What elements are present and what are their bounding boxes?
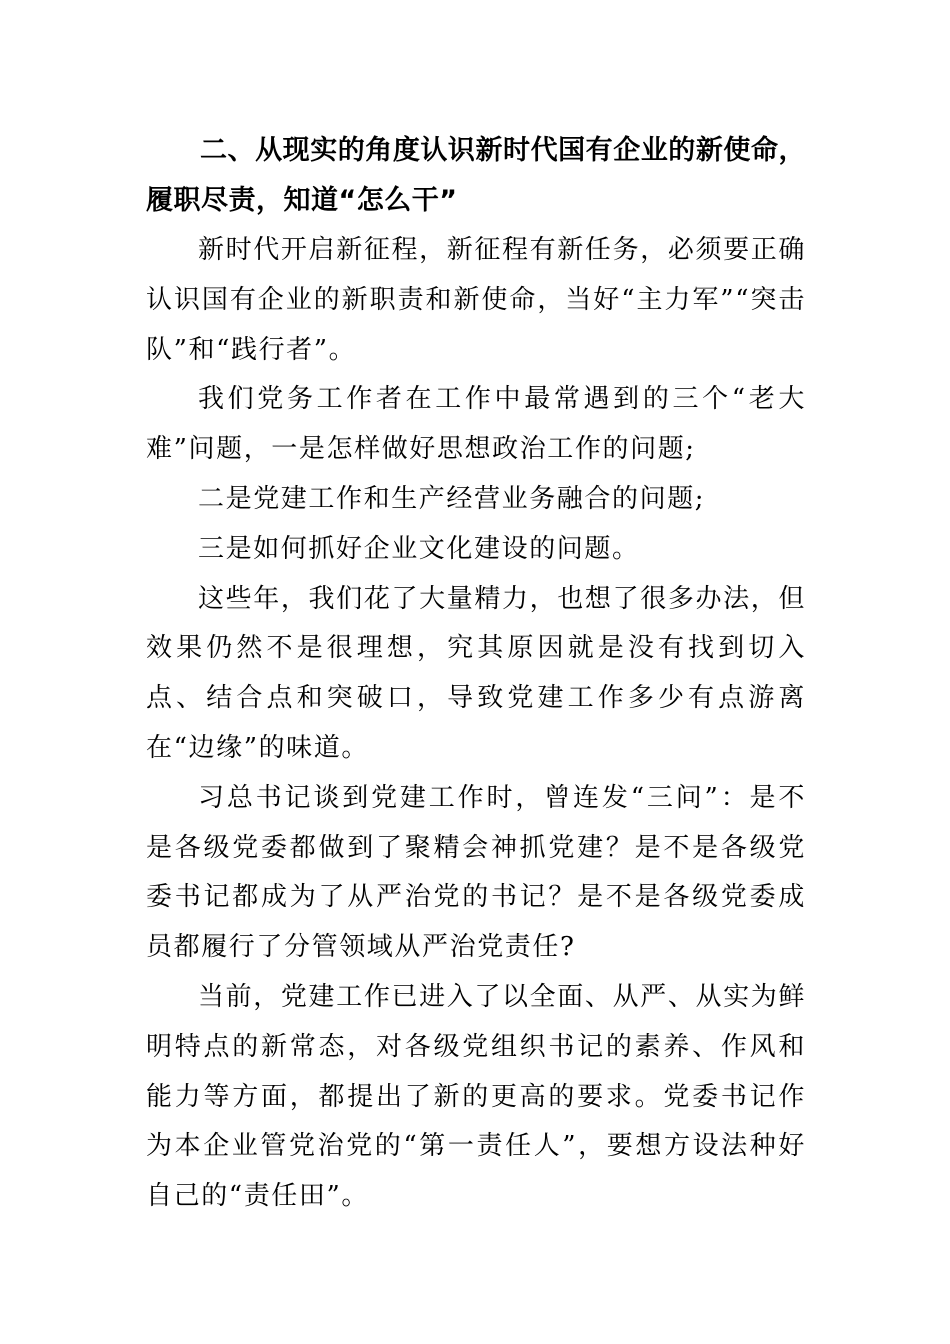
paragraph-1: 新时代开启新征程，新征程有新任务，必须要正确认识国有企业的新职责和新使命，当好“主力军”“突击队”和“践行者”。 [146,235,806,365]
paragraph-5: 这些年，我们花了大量精力，也想了很多办法，但效果仍然不是很理想，究其原因就是没有找到切入点、结合点和突破口，导致党建工作多少有点游离在“边缘”的味道。 [146,583,806,763]
section-heading: 二、从现实的角度认识新时代国有企业的新使命，履职尽责，知道“怎么干” [146,135,806,216]
document-page [146,126,806,1222]
paragraph-6: 习总书记谈到党建工作时，曾连发“三问”：是不是各级党委都做到了聚精会神抓党建？是不是各级党委书记都成为了从严治党的书记？是不是各级党委成员都履行了分管领域从严治党责任? [146,782,806,963]
paragraph-2: 我们党务工作者在工作中最常遇到的三个“老大难”问题，一是怎样做好思想政治工作的问题; [146,384,806,465]
paragraph-4: 三是如何抓好企业文化建设的问题。 [198,533,640,564]
paragraph-3: 二是党建工作和生产经营业务融合的问题; [198,483,706,514]
paragraph-7: 当前，党建工作已进入了以全面、从严、从实为鲜明特点的新常态，对各级党组织书记的素养、作风和能力等方面，都提出了新的更高的要求。党委书记作为本企业管党治党的“第一责任人”，要想方设法种好自己的“责任田”。 [146,981,806,1212]
